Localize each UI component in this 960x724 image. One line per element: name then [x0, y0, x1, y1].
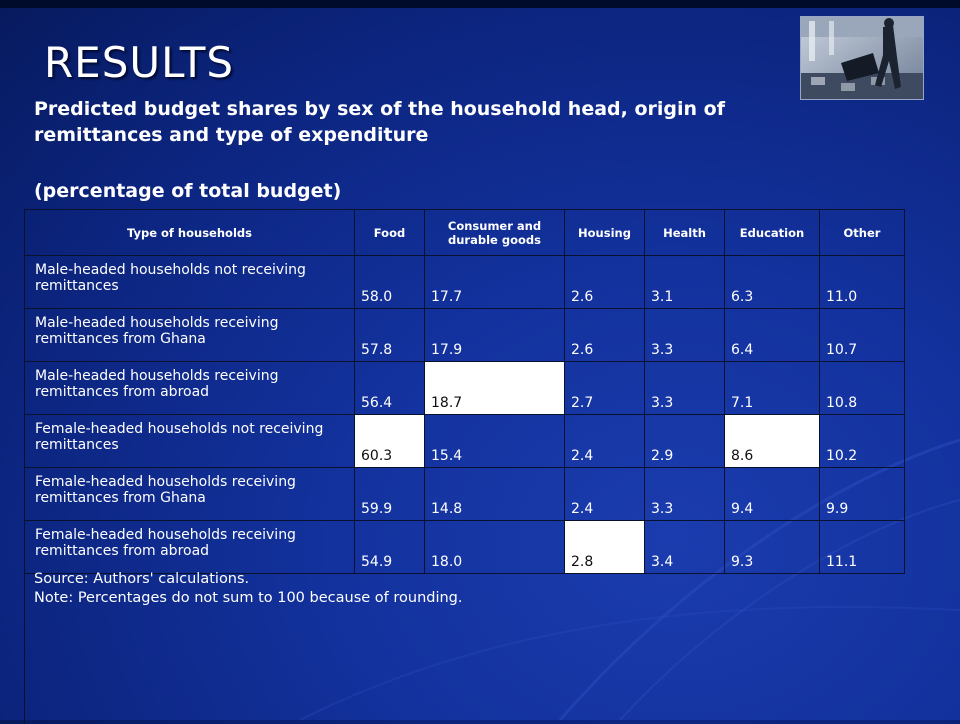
cell-health: 3.3	[645, 309, 725, 362]
cell-other: 10.7	[820, 309, 905, 362]
cell-consumer-goods: 18.0	[425, 521, 565, 574]
cell-housing: 2.7	[565, 362, 645, 415]
cell-education: 9.4	[725, 468, 820, 521]
table-row	[25, 256, 905, 309]
table-header-row	[25, 210, 905, 256]
units-note: (percentage of total budget)	[34, 180, 342, 202]
row-label: Male-headed households receiving remittances from Ghana	[25, 309, 355, 362]
table-row	[25, 309, 905, 362]
rounding-note: Note: Percentages do not sum to 100 because of rounding.	[34, 590, 463, 606]
table-row	[25, 468, 905, 521]
cell-education: 9.3	[725, 521, 820, 574]
cell-other: 10.2	[820, 415, 905, 468]
header-consumer-durable-goods: Consumer and durable goods	[425, 210, 565, 256]
row-label: Male-headed households not receiving remittances	[25, 256, 355, 309]
cell-health: 3.3	[645, 362, 725, 415]
budget-shares-table	[24, 209, 905, 574]
cell-education: 8.6	[725, 415, 820, 468]
row-label: Female-headed households receiving remittances from abroad	[25, 521, 355, 574]
header-type-of-households: Type of households	[25, 210, 355, 256]
row-label: Female-headed households not receiving remittances	[25, 415, 355, 468]
table-row	[25, 362, 905, 415]
cell-health: 3.1	[645, 256, 725, 309]
table-notes	[34, 570, 463, 608]
cell-education: 6.4	[725, 309, 820, 362]
cell-health: 2.9	[645, 415, 725, 468]
cell-food: 58.0	[355, 256, 425, 309]
header-education: Education	[725, 210, 820, 256]
cell-housing: 2.6	[565, 309, 645, 362]
cell-food: 56.4	[355, 362, 425, 415]
cell-food: 57.8	[355, 309, 425, 362]
row-label: Female-headed households receiving remittances from Ghana	[25, 468, 355, 521]
cell-housing: 2.8	[565, 521, 645, 574]
cell-consumer-goods: 17.7	[425, 256, 565, 309]
cell-housing: 2.4	[565, 468, 645, 521]
cell-education: 7.1	[725, 362, 820, 415]
row-label: Male-headed households receiving remittances from abroad	[25, 362, 355, 415]
header-food: Food	[355, 210, 425, 256]
cell-other: 9.9	[820, 468, 905, 521]
cell-food: 59.9	[355, 468, 425, 521]
cell-other: 11.0	[820, 256, 905, 309]
cell-other: 11.1	[820, 521, 905, 574]
header-housing: Housing	[565, 210, 645, 256]
cell-consumer-goods: 17.9	[425, 309, 565, 362]
cell-consumer-goods: 18.7	[425, 362, 565, 415]
header-health: Health	[645, 210, 725, 256]
top-bar	[0, 0, 960, 8]
airport-traveler-photo	[800, 16, 924, 100]
slide-title: RESULTS	[44, 38, 235, 87]
table-row	[25, 415, 905, 468]
cell-health: 3.3	[645, 468, 725, 521]
cell-consumer-goods: 15.4	[425, 415, 565, 468]
cell-food: 60.3	[355, 415, 425, 468]
header-other: Other	[820, 210, 905, 256]
cell-consumer-goods: 14.8	[425, 468, 565, 521]
cell-health: 3.4	[645, 521, 725, 574]
cell-education: 6.3	[725, 256, 820, 309]
cell-housing: 2.6	[565, 256, 645, 309]
cell-housing: 2.4	[565, 415, 645, 468]
cell-food: 54.9	[355, 521, 425, 574]
source-note: Source: Authors' calculations.	[34, 571, 250, 587]
cell-other: 10.8	[820, 362, 905, 415]
slide-subtitle: Predicted budget shares by sex of the household head, origin of remittances and type of expenditure	[34, 98, 725, 146]
